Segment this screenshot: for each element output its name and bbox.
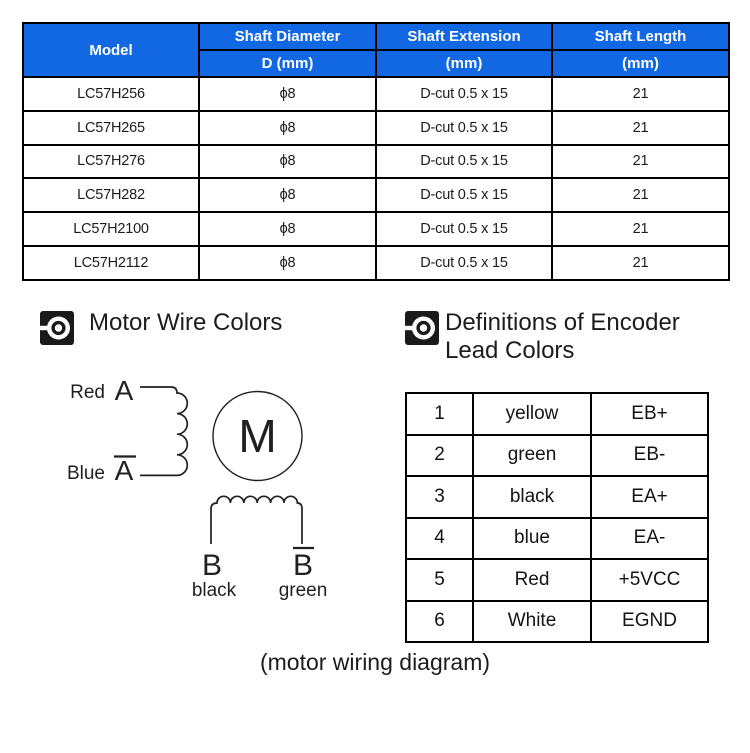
cell-color: Red xyxy=(473,559,591,601)
section-title: Motor Wire Colors xyxy=(89,309,283,336)
table-row xyxy=(23,246,729,280)
spec-header-model: Model xyxy=(23,23,199,77)
phase-b-bar-label: B xyxy=(292,549,314,582)
table-row xyxy=(23,212,729,246)
table-row xyxy=(406,518,708,560)
cell-extension: D-cut 0.5 x 15 xyxy=(376,178,552,212)
spec-header-shaft-diameter: Shaft Diameter xyxy=(199,23,376,50)
table-row xyxy=(23,77,729,111)
cell-pin: 3 xyxy=(406,476,473,518)
phase-a-wire-label: Red xyxy=(70,382,105,403)
cell-color: green xyxy=(473,435,591,477)
cell-color: black xyxy=(473,476,591,518)
phase-a-label: A xyxy=(114,375,134,406)
spec-header-shaft-extension: Shaft Extension xyxy=(376,23,552,50)
cell-model: LC57H265 xyxy=(23,111,199,145)
phase-b-wire-label: black xyxy=(191,580,237,601)
cell-color: yellow xyxy=(473,393,591,435)
table-row xyxy=(23,111,729,145)
spec-unit-shaft-length: (mm) xyxy=(552,50,729,77)
cell-length: 21 xyxy=(552,246,729,280)
spec-header-shaft-length: Shaft Length xyxy=(552,23,729,50)
cell-model: LC57H282 xyxy=(23,178,199,212)
motor-wire-colors-heading xyxy=(40,309,282,345)
cell-diameter: ϕ8 xyxy=(199,178,376,212)
cell-length: 21 xyxy=(552,111,729,145)
encoder-bullseye-icon xyxy=(405,311,439,345)
section-title-line2: Lead Colors xyxy=(445,337,575,364)
phase-a-coil xyxy=(140,387,187,475)
cell-length: 21 xyxy=(552,77,729,111)
shaft-spec-table xyxy=(22,22,730,281)
cell-signal: EA+ xyxy=(591,476,708,518)
cell-model: LC57H2100 xyxy=(23,212,199,246)
phase-b-label: B xyxy=(201,549,223,582)
cell-signal: +5VCC xyxy=(591,559,708,601)
cell-color: White xyxy=(473,601,591,643)
cell-pin: 5 xyxy=(406,559,473,601)
cell-extension: D-cut 0.5 x 15 xyxy=(376,145,552,179)
cell-pin: 6 xyxy=(406,601,473,643)
cell-signal: EA- xyxy=(591,518,708,560)
cell-model: LC57H256 xyxy=(23,77,199,111)
table-row xyxy=(406,601,708,643)
cell-diameter: ϕ8 xyxy=(199,77,376,111)
encoder-lead-table xyxy=(405,392,709,643)
cell-model: LC57H2112 xyxy=(23,246,199,280)
cell-signal: EB+ xyxy=(591,393,708,435)
cell-extension: D-cut 0.5 x 15 xyxy=(376,246,552,280)
spec-unit-shaft-diameter: D (mm) xyxy=(199,50,376,77)
cell-diameter: ϕ8 xyxy=(199,145,376,179)
cell-pin: 2 xyxy=(406,435,473,477)
cell-extension: D-cut 0.5 x 15 xyxy=(376,111,552,145)
cell-length: 21 xyxy=(552,145,729,179)
motor-letter: M xyxy=(238,410,277,462)
motor-wiring-diagram xyxy=(40,370,360,615)
cell-color: blue xyxy=(473,518,591,560)
table-row xyxy=(23,145,729,179)
table-row xyxy=(406,435,708,477)
cell-diameter: ϕ8 xyxy=(199,212,376,246)
cell-signal: EB- xyxy=(591,435,708,477)
cell-extension: D-cut 0.5 x 15 xyxy=(376,212,552,246)
table-row xyxy=(406,559,708,601)
cell-length: 21 xyxy=(552,212,729,246)
cell-diameter: ϕ8 xyxy=(199,246,376,280)
cell-length: 21 xyxy=(552,178,729,212)
phase-b-bar-wire-label: green xyxy=(278,580,328,601)
section-title-line1: Definitions of Encoder xyxy=(445,309,680,336)
section-title xyxy=(445,309,680,365)
table-row xyxy=(406,393,708,435)
cell-pin: 1 xyxy=(406,393,473,435)
table-row xyxy=(23,178,729,212)
cell-signal: EGND xyxy=(591,601,708,643)
phase-b-coil xyxy=(211,496,302,544)
motor-bullseye-icon xyxy=(40,311,74,345)
diagram-caption: (motor wiring diagram) xyxy=(259,649,491,675)
encoder-lead-colors-heading xyxy=(405,309,680,365)
cell-model: LC57H276 xyxy=(23,145,199,179)
cell-extension: D-cut 0.5 x 15 xyxy=(376,77,552,111)
spec-header-row-1 xyxy=(23,23,729,50)
table-row xyxy=(406,476,708,518)
cell-diameter: ϕ8 xyxy=(199,111,376,145)
phase-a-bar-wire-label: Blue xyxy=(66,463,105,484)
phase-a-bar-label: A xyxy=(114,455,134,486)
spec-unit-shaft-extension: (mm) xyxy=(376,50,552,77)
cell-pin: 4 xyxy=(406,518,473,560)
